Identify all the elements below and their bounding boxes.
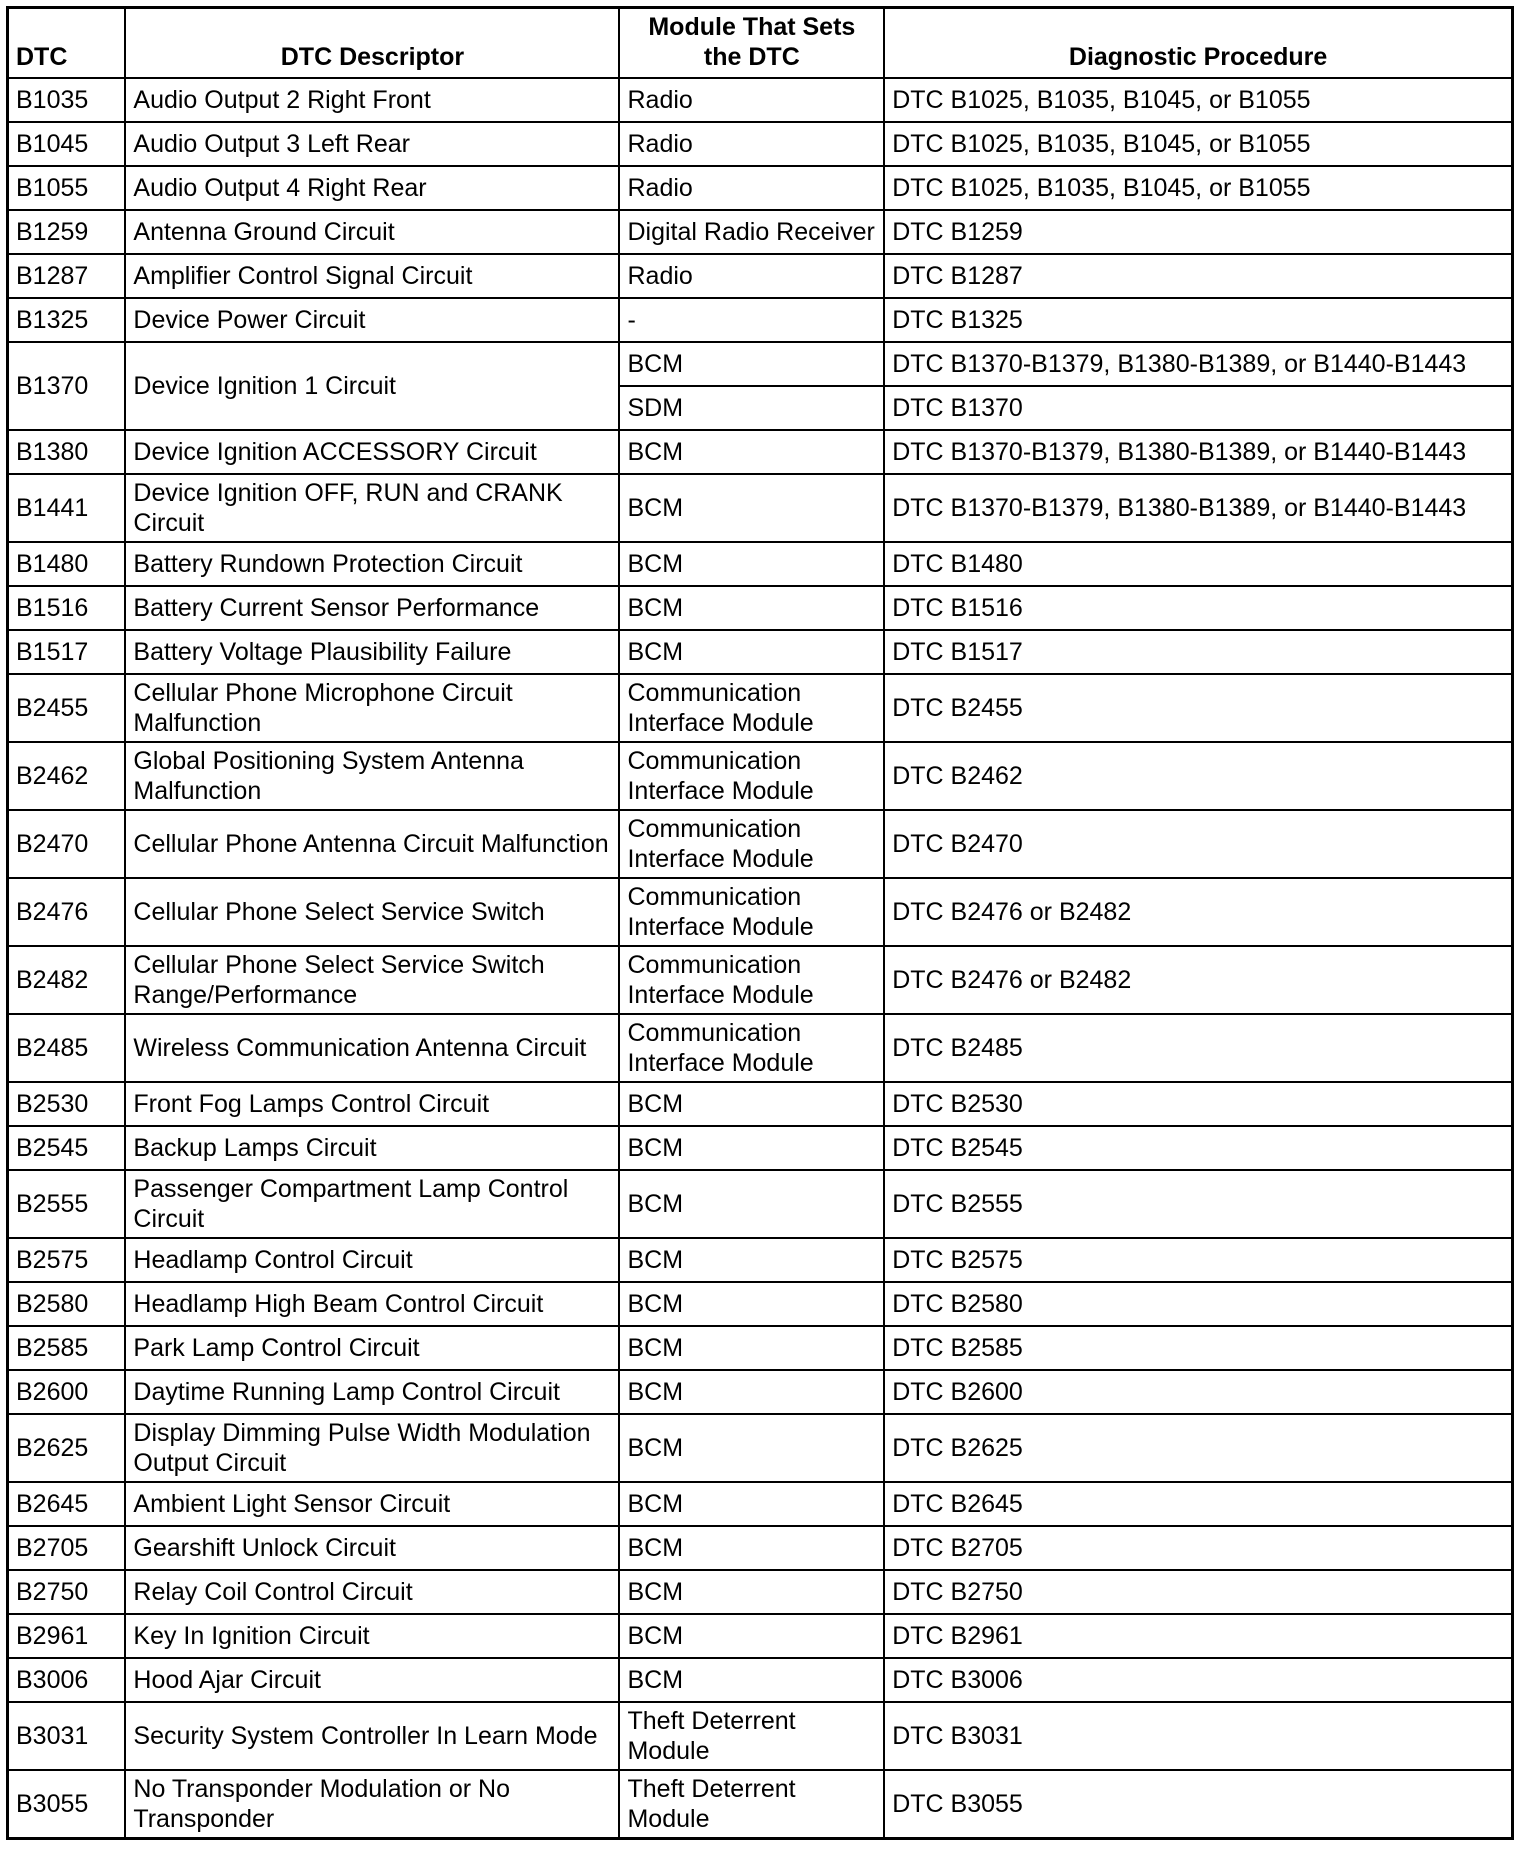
dtc-descriptor-cell: Front Fog Lamps Control Circuit <box>125 1082 619 1126</box>
module-cell: BCM <box>619 1658 884 1702</box>
table-row <box>8 1658 1513 1702</box>
dtc-code-cell: B2580 <box>8 1282 126 1326</box>
table-row <box>8 342 1513 386</box>
dtc-descriptor-cell: No Transponder Modulation or No Transponder <box>125 1770 619 1839</box>
procedure-cell: DTC B2580 <box>884 1282 1512 1326</box>
table-row <box>8 946 1513 1014</box>
module-cell: BCM <box>619 1126 884 1170</box>
dtc-descriptor-cell: Cellular Phone Antenna Circuit Malfunction <box>125 810 619 878</box>
dtc-code-cell: B2575 <box>8 1238 126 1282</box>
dtc-code-cell: B1370 <box>8 342 126 430</box>
procedure-cell: DTC B2645 <box>884 1482 1512 1526</box>
dtc-code-cell: B1035 <box>8 78 126 122</box>
table-row <box>8 586 1513 630</box>
procedure-cell: DTC B1025, B1035, B1045, or B1055 <box>884 122 1512 166</box>
procedure-cell: DTC B1259 <box>884 210 1512 254</box>
dtc-descriptor-cell: Battery Current Sensor Performance <box>125 586 619 630</box>
header-dtc: DTC <box>8 8 126 79</box>
dtc-descriptor-cell: Device Power Circuit <box>125 298 619 342</box>
dtc-descriptor-cell: Gearshift Unlock Circuit <box>125 1526 619 1570</box>
dtc-code-cell: B2961 <box>8 1614 126 1658</box>
header-row <box>8 8 1513 79</box>
module-cell: Communication Interface Module <box>619 1014 884 1082</box>
dtc-descriptor-cell: Passenger Compartment Lamp Control Circuit <box>125 1170 619 1238</box>
module-cell: Digital Radio Receiver <box>619 210 884 254</box>
table-row <box>8 1326 1513 1370</box>
table-body <box>8 78 1513 1839</box>
dtc-code-cell: B1480 <box>8 542 126 586</box>
dtc-code-cell: B1045 <box>8 122 126 166</box>
dtc-code-cell: B1055 <box>8 166 126 210</box>
header-procedure: Diagnostic Procedure <box>884 8 1512 79</box>
module-cell: BCM <box>619 1614 884 1658</box>
table-row <box>8 166 1513 210</box>
dtc-code-cell: B2750 <box>8 1570 126 1614</box>
module-cell: Radio <box>619 254 884 298</box>
module-cell: BCM <box>619 1570 884 1614</box>
procedure-cell: DTC B2961 <box>884 1614 1512 1658</box>
dtc-code-cell: B2625 <box>8 1414 126 1482</box>
table-row <box>8 122 1513 166</box>
table-row <box>8 1570 1513 1614</box>
procedure-cell: DTC B2485 <box>884 1014 1512 1082</box>
procedure-cell: DTC B1516 <box>884 586 1512 630</box>
dtc-code-cell: B1516 <box>8 586 126 630</box>
dtc-code-cell: B1517 <box>8 630 126 674</box>
dtc-descriptor-cell: Daytime Running Lamp Control Circuit <box>125 1370 619 1414</box>
dtc-descriptor-cell: Park Lamp Control Circuit <box>125 1326 619 1370</box>
module-cell: Radio <box>619 122 884 166</box>
table-row <box>8 1414 1513 1482</box>
dtc-descriptor-cell: Cellular Phone Select Service Switch <box>125 878 619 946</box>
dtc-code-cell: B2476 <box>8 878 126 946</box>
header-module: Module That Sets the DTC <box>619 8 884 79</box>
module-cell: Communication Interface Module <box>619 946 884 1014</box>
procedure-cell: DTC B2545 <box>884 1126 1512 1170</box>
table-row <box>8 78 1513 122</box>
dtc-code-cell: B2545 <box>8 1126 126 1170</box>
dtc-code-cell: B1380 <box>8 430 126 474</box>
table-row <box>8 298 1513 342</box>
dtc-code-cell: B3031 <box>8 1702 126 1770</box>
table-row <box>8 1238 1513 1282</box>
module-cell: BCM <box>619 1482 884 1526</box>
module-cell: Communication Interface Module <box>619 810 884 878</box>
dtc-descriptor-cell: Security System Controller In Learn Mode <box>125 1702 619 1770</box>
module-cell: BCM <box>619 542 884 586</box>
dtc-descriptor-cell: Display Dimming Pulse Width Modulation Output Circuit <box>125 1414 619 1482</box>
module-cell: BCM <box>619 1082 884 1126</box>
table-row <box>8 210 1513 254</box>
dtc-descriptor-cell: Hood Ajar Circuit <box>125 1658 619 1702</box>
dtc-descriptor-cell: Battery Voltage Plausibility Failure <box>125 630 619 674</box>
dtc-code-cell: B2585 <box>8 1326 126 1370</box>
procedure-cell: DTC B2476 or B2482 <box>884 878 1512 946</box>
module-cell: BCM <box>619 342 884 386</box>
dtc-code-cell: B2470 <box>8 810 126 878</box>
dtc-descriptor-cell: Cellular Phone Select Service Switch Range/Performance <box>125 946 619 1014</box>
procedure-cell: DTC B2705 <box>884 1526 1512 1570</box>
procedure-cell: DTC B1370 <box>884 386 1512 430</box>
procedure-cell: DTC B2470 <box>884 810 1512 878</box>
dtc-code-cell: B1441 <box>8 474 126 542</box>
module-cell: BCM <box>619 586 884 630</box>
table-row <box>8 1370 1513 1414</box>
table-header <box>8 8 1513 79</box>
dtc-descriptor-cell: Audio Output 2 Right Front <box>125 78 619 122</box>
dtc-descriptor-cell: Ambient Light Sensor Circuit <box>125 1482 619 1526</box>
table-row <box>8 474 1513 542</box>
procedure-cell: DTC B3055 <box>884 1770 1512 1839</box>
module-cell: BCM <box>619 1370 884 1414</box>
dtc-code-cell: B2462 <box>8 742 126 810</box>
dtc-code-cell: B2485 <box>8 1014 126 1082</box>
dtc-descriptor-cell: Global Positioning System Antenna Malfunction <box>125 742 619 810</box>
dtc-descriptor-cell: Relay Coil Control Circuit <box>125 1570 619 1614</box>
dtc-descriptor-cell: Amplifier Control Signal Circuit <box>125 254 619 298</box>
procedure-cell: DTC B2455 <box>884 674 1512 742</box>
table-row <box>8 1614 1513 1658</box>
module-cell: Radio <box>619 78 884 122</box>
module-cell: BCM <box>619 1282 884 1326</box>
module-cell: - <box>619 298 884 342</box>
dtc-descriptor-cell: Backup Lamps Circuit <box>125 1126 619 1170</box>
dtc-descriptor-cell: Cellular Phone Microphone Circuit Malfunction <box>125 674 619 742</box>
procedure-cell: DTC B2462 <box>884 742 1512 810</box>
dtc-code-cell: B2705 <box>8 1526 126 1570</box>
table-row <box>8 1526 1513 1570</box>
dtc-code-cell: B1259 <box>8 210 126 254</box>
module-cell: BCM <box>619 474 884 542</box>
dtc-descriptor-cell: Audio Output 4 Right Rear <box>125 166 619 210</box>
procedure-cell: DTC B1370-B1379, B1380-B1389, or B1440-B1443 <box>884 430 1512 474</box>
dtc-descriptor-cell: Battery Rundown Protection Circuit <box>125 542 619 586</box>
table-row <box>8 674 1513 742</box>
module-cell: BCM <box>619 630 884 674</box>
table-row <box>8 1770 1513 1839</box>
procedure-cell: DTC B1287 <box>884 254 1512 298</box>
dtc-code-cell: B2455 <box>8 674 126 742</box>
procedure-cell: DTC B2555 <box>884 1170 1512 1238</box>
dtc-descriptor-cell: Headlamp Control Circuit <box>125 1238 619 1282</box>
procedure-cell: DTC B2625 <box>884 1414 1512 1482</box>
dtc-code-cell: B2555 <box>8 1170 126 1238</box>
procedure-cell: DTC B2530 <box>884 1082 1512 1126</box>
dtc-code-cell: B2600 <box>8 1370 126 1414</box>
dtc-table <box>6 6 1514 1840</box>
table-row <box>8 1702 1513 1770</box>
dtc-descriptor-cell: Audio Output 3 Left Rear <box>125 122 619 166</box>
module-cell: Communication Interface Module <box>619 742 884 810</box>
table-row <box>8 254 1513 298</box>
module-cell: BCM <box>619 430 884 474</box>
module-cell: BCM <box>619 1526 884 1570</box>
dtc-descriptor-cell: Device Ignition OFF, RUN and CRANK Circuit <box>125 474 619 542</box>
table-row <box>8 542 1513 586</box>
procedure-cell: DTC B1480 <box>884 542 1512 586</box>
module-cell: SDM <box>619 386 884 430</box>
dtc-descriptor-cell: Key In Ignition Circuit <box>125 1614 619 1658</box>
dtc-descriptor-cell: Device Ignition 1 Circuit <box>125 342 619 430</box>
procedure-cell: DTC B2585 <box>884 1326 1512 1370</box>
procedure-cell: DTC B1370-B1379, B1380-B1389, or B1440-B1443 <box>884 474 1512 542</box>
table-row <box>8 1014 1513 1082</box>
dtc-code-cell: B1325 <box>8 298 126 342</box>
module-cell: Communication Interface Module <box>619 878 884 946</box>
procedure-cell: DTC B3031 <box>884 1702 1512 1770</box>
table-row <box>8 1282 1513 1326</box>
dtc-descriptor-cell: Antenna Ground Circuit <box>125 210 619 254</box>
dtc-code-cell: B2482 <box>8 946 126 1014</box>
table-row <box>8 1126 1513 1170</box>
table-row <box>8 1170 1513 1238</box>
table-row <box>8 878 1513 946</box>
module-cell: BCM <box>619 1414 884 1482</box>
table-row <box>8 630 1513 674</box>
dtc-descriptor-cell: Device Ignition ACCESSORY Circuit <box>125 430 619 474</box>
table-row <box>8 742 1513 810</box>
procedure-cell: DTC B2600 <box>884 1370 1512 1414</box>
dtc-code-cell: B3006 <box>8 1658 126 1702</box>
table-row <box>8 1482 1513 1526</box>
procedure-cell: DTC B2750 <box>884 1570 1512 1614</box>
module-cell: Theft Deterrent Module <box>619 1702 884 1770</box>
procedure-cell: DTC B1025, B1035, B1045, or B1055 <box>884 166 1512 210</box>
procedure-cell: DTC B3006 <box>884 1658 1512 1702</box>
dtc-code-cell: B3055 <box>8 1770 126 1839</box>
procedure-cell: DTC B1325 <box>884 298 1512 342</box>
module-cell: BCM <box>619 1326 884 1370</box>
table-row <box>8 810 1513 878</box>
module-cell: Theft Deterrent Module <box>619 1770 884 1839</box>
procedure-cell: DTC B2476 or B2482 <box>884 946 1512 1014</box>
module-cell: BCM <box>619 1170 884 1238</box>
dtc-code-cell: B2645 <box>8 1482 126 1526</box>
table-row <box>8 430 1513 474</box>
dtc-code-cell: B2530 <box>8 1082 126 1126</box>
module-cell: Radio <box>619 166 884 210</box>
procedure-cell: DTC B1517 <box>884 630 1512 674</box>
procedure-cell: DTC B1370-B1379, B1380-B1389, or B1440-B1443 <box>884 342 1512 386</box>
header-descriptor: DTC Descriptor <box>125 8 619 79</box>
module-cell: Communication Interface Module <box>619 674 884 742</box>
dtc-descriptor-cell: Headlamp High Beam Control Circuit <box>125 1282 619 1326</box>
dtc-code-cell: B1287 <box>8 254 126 298</box>
procedure-cell: DTC B1025, B1035, B1045, or B1055 <box>884 78 1512 122</box>
procedure-cell: DTC B2575 <box>884 1238 1512 1282</box>
module-cell: BCM <box>619 1238 884 1282</box>
table-row <box>8 1082 1513 1126</box>
dtc-descriptor-cell: Wireless Communication Antenna Circuit <box>125 1014 619 1082</box>
